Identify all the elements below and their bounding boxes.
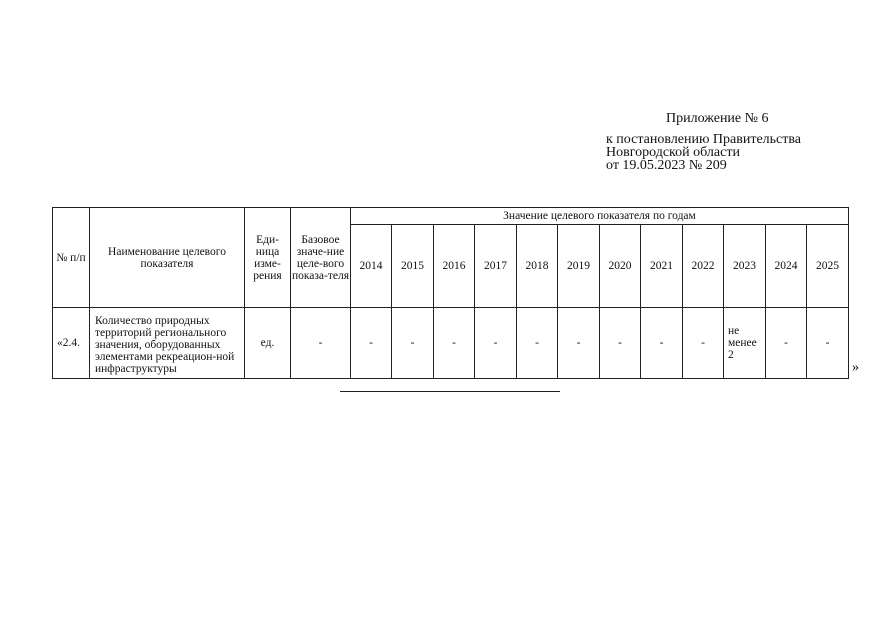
- header-years-group: Значение целевого показателя по годам: [351, 208, 849, 225]
- row-value: -: [641, 308, 683, 379]
- year-header: 2023: [724, 225, 766, 308]
- appendix-line-1: к постановлению Правительства: [606, 132, 802, 147]
- year-header: 2018: [517, 225, 558, 308]
- row-unit: ед.: [245, 308, 291, 379]
- row-num: «2.4.: [53, 308, 90, 379]
- row-value: -: [392, 308, 434, 379]
- year-header: 2015: [392, 225, 434, 308]
- year-header: 2016: [434, 225, 475, 308]
- appendix-line-3: от 19.05.2023 № 209: [606, 158, 727, 173]
- year-header: 2014: [351, 225, 392, 308]
- header-num: № п/п: [53, 208, 90, 308]
- year-header: 2025: [807, 225, 849, 308]
- appendix-title: Приложение № 6: [666, 111, 769, 126]
- row-value: -: [351, 308, 392, 379]
- row-value: не менее 2: [724, 308, 766, 379]
- row-value: -: [600, 308, 641, 379]
- header-base: Базовое значе-ние целе-вого показа-теля: [291, 208, 351, 308]
- year-header: 2022: [683, 225, 724, 308]
- year-header: 2020: [600, 225, 641, 308]
- header-name: Наименование целевого показателя: [90, 208, 245, 308]
- target-indicator-table: [52, 207, 849, 379]
- row-name: Количество природных территорий регионального значения, оборудованных элементами рекреацион-ной инфраструктуры: [90, 308, 245, 379]
- row-value: -: [558, 308, 600, 379]
- closing-quote: »: [852, 360, 859, 375]
- row-base: -: [291, 308, 351, 379]
- table-row: [53, 308, 849, 379]
- row-value: -: [517, 308, 558, 379]
- year-header: 2017: [475, 225, 517, 308]
- row-value: -: [766, 308, 807, 379]
- year-header: 2019: [558, 225, 600, 308]
- row-value: -: [683, 308, 724, 379]
- row-value: -: [807, 308, 849, 379]
- header-unit: Еди-ница изме-рения: [245, 208, 291, 308]
- header-row-main: [53, 208, 849, 225]
- year-header: 2024: [766, 225, 807, 308]
- separator-line: [340, 391, 560, 392]
- row-value: -: [475, 308, 517, 379]
- appendix-header: [606, 112, 846, 172]
- appendix-line-2: Новгородской области: [606, 145, 740, 160]
- year-header: 2021: [641, 225, 683, 308]
- row-value: -: [434, 308, 475, 379]
